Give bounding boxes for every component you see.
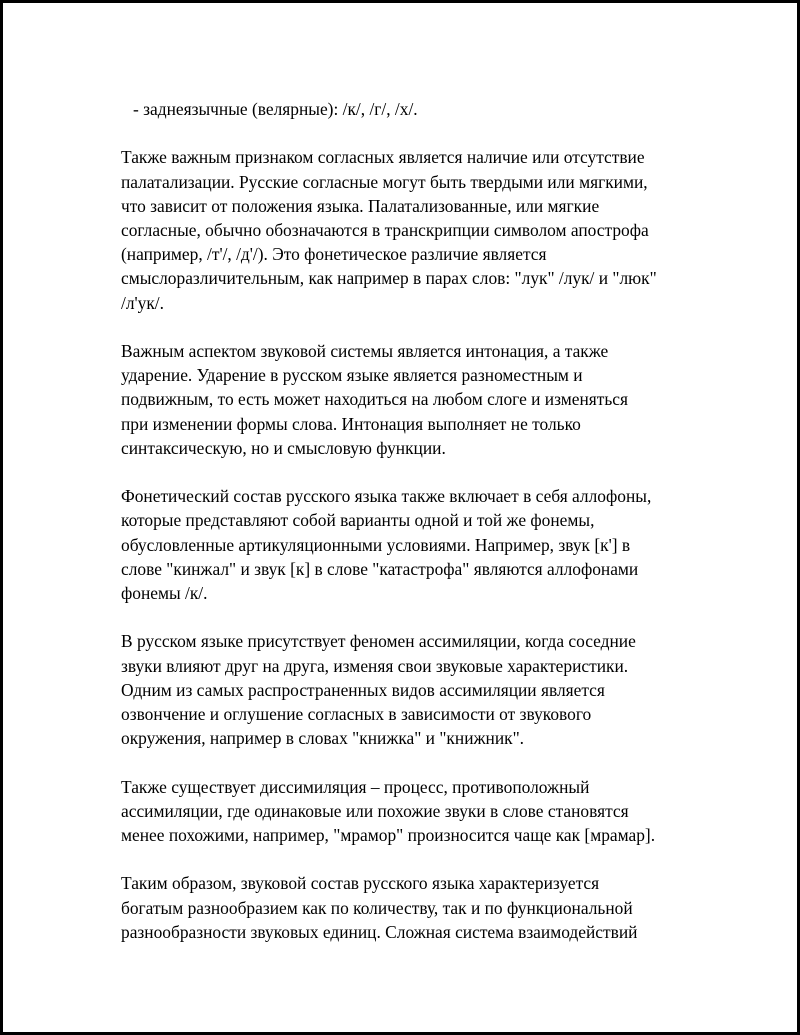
paragraph-palatalization: Также важным признаком согласных является наличие или отсутствие палатализации. Русские согласные могут быть твердыми или мягкими, что зависит от положения языка. Палатализованные, или мягкие согласные, обычно обозначаются в транскрипции символом апострофа (например, /т'/, /д'/). Это фонетическое различие является смыслоразличительным, как например в парах слов: "лук" /лук/ и "люк" /л'ук/. [121, 147, 657, 313]
list-item-velar-consonants: - заднеязычные (велярные): /к/, /г/, /х/. [133, 99, 418, 119]
paragraph-conclusion: Таким образом, звуковой состав русского языка характеризуется богатым разнообразием как по количеству, так и по функциональной разнообразности звуковых единиц. Сложная система взаимодействий [121, 873, 638, 942]
paragraph-assimilation: В русском языке присутствует феномен ассимиляции, когда соседние звуки влияют друг на друга, изменяя свои звуковые характеристики. Одним из самых распространенных видов ассимиляции является озвончение и оглушение согласных в зависимости от звукового окружения, например в словах "книжка" и "книжник". [121, 631, 636, 749]
paragraph-dissimilation: Также существует диссимиляция – процесс, противоположный ассимиляции, где одинаковые или похожие звуки в слове становятся менее похожими, например, "мрамор" произносится чаще как [мрамар]. [121, 776, 656, 846]
document-body [121, 97, 711, 968]
paragraph-allophones: Фонетический состав русского языка также включает в себя аллофоны, которые представляют собой варианты одной и той же фонемы, обусловленные артикуляционными условиями. Например, звук [к'] в слове "кинжал" и звук [к] в слове "катастрофа" являются аллофонами фонемы /к/. [121, 486, 652, 604]
paragraph-intonation-stress: Важным аспектом звуковой системы является интонация, а также ударение. Ударение в русском языке является разноместным и подвижным, то есть может находиться на любом слоге и изменяться при изменении формы слова. Интонация выполняет не только синтаксическую, но и смысловую функции. [121, 341, 628, 458]
